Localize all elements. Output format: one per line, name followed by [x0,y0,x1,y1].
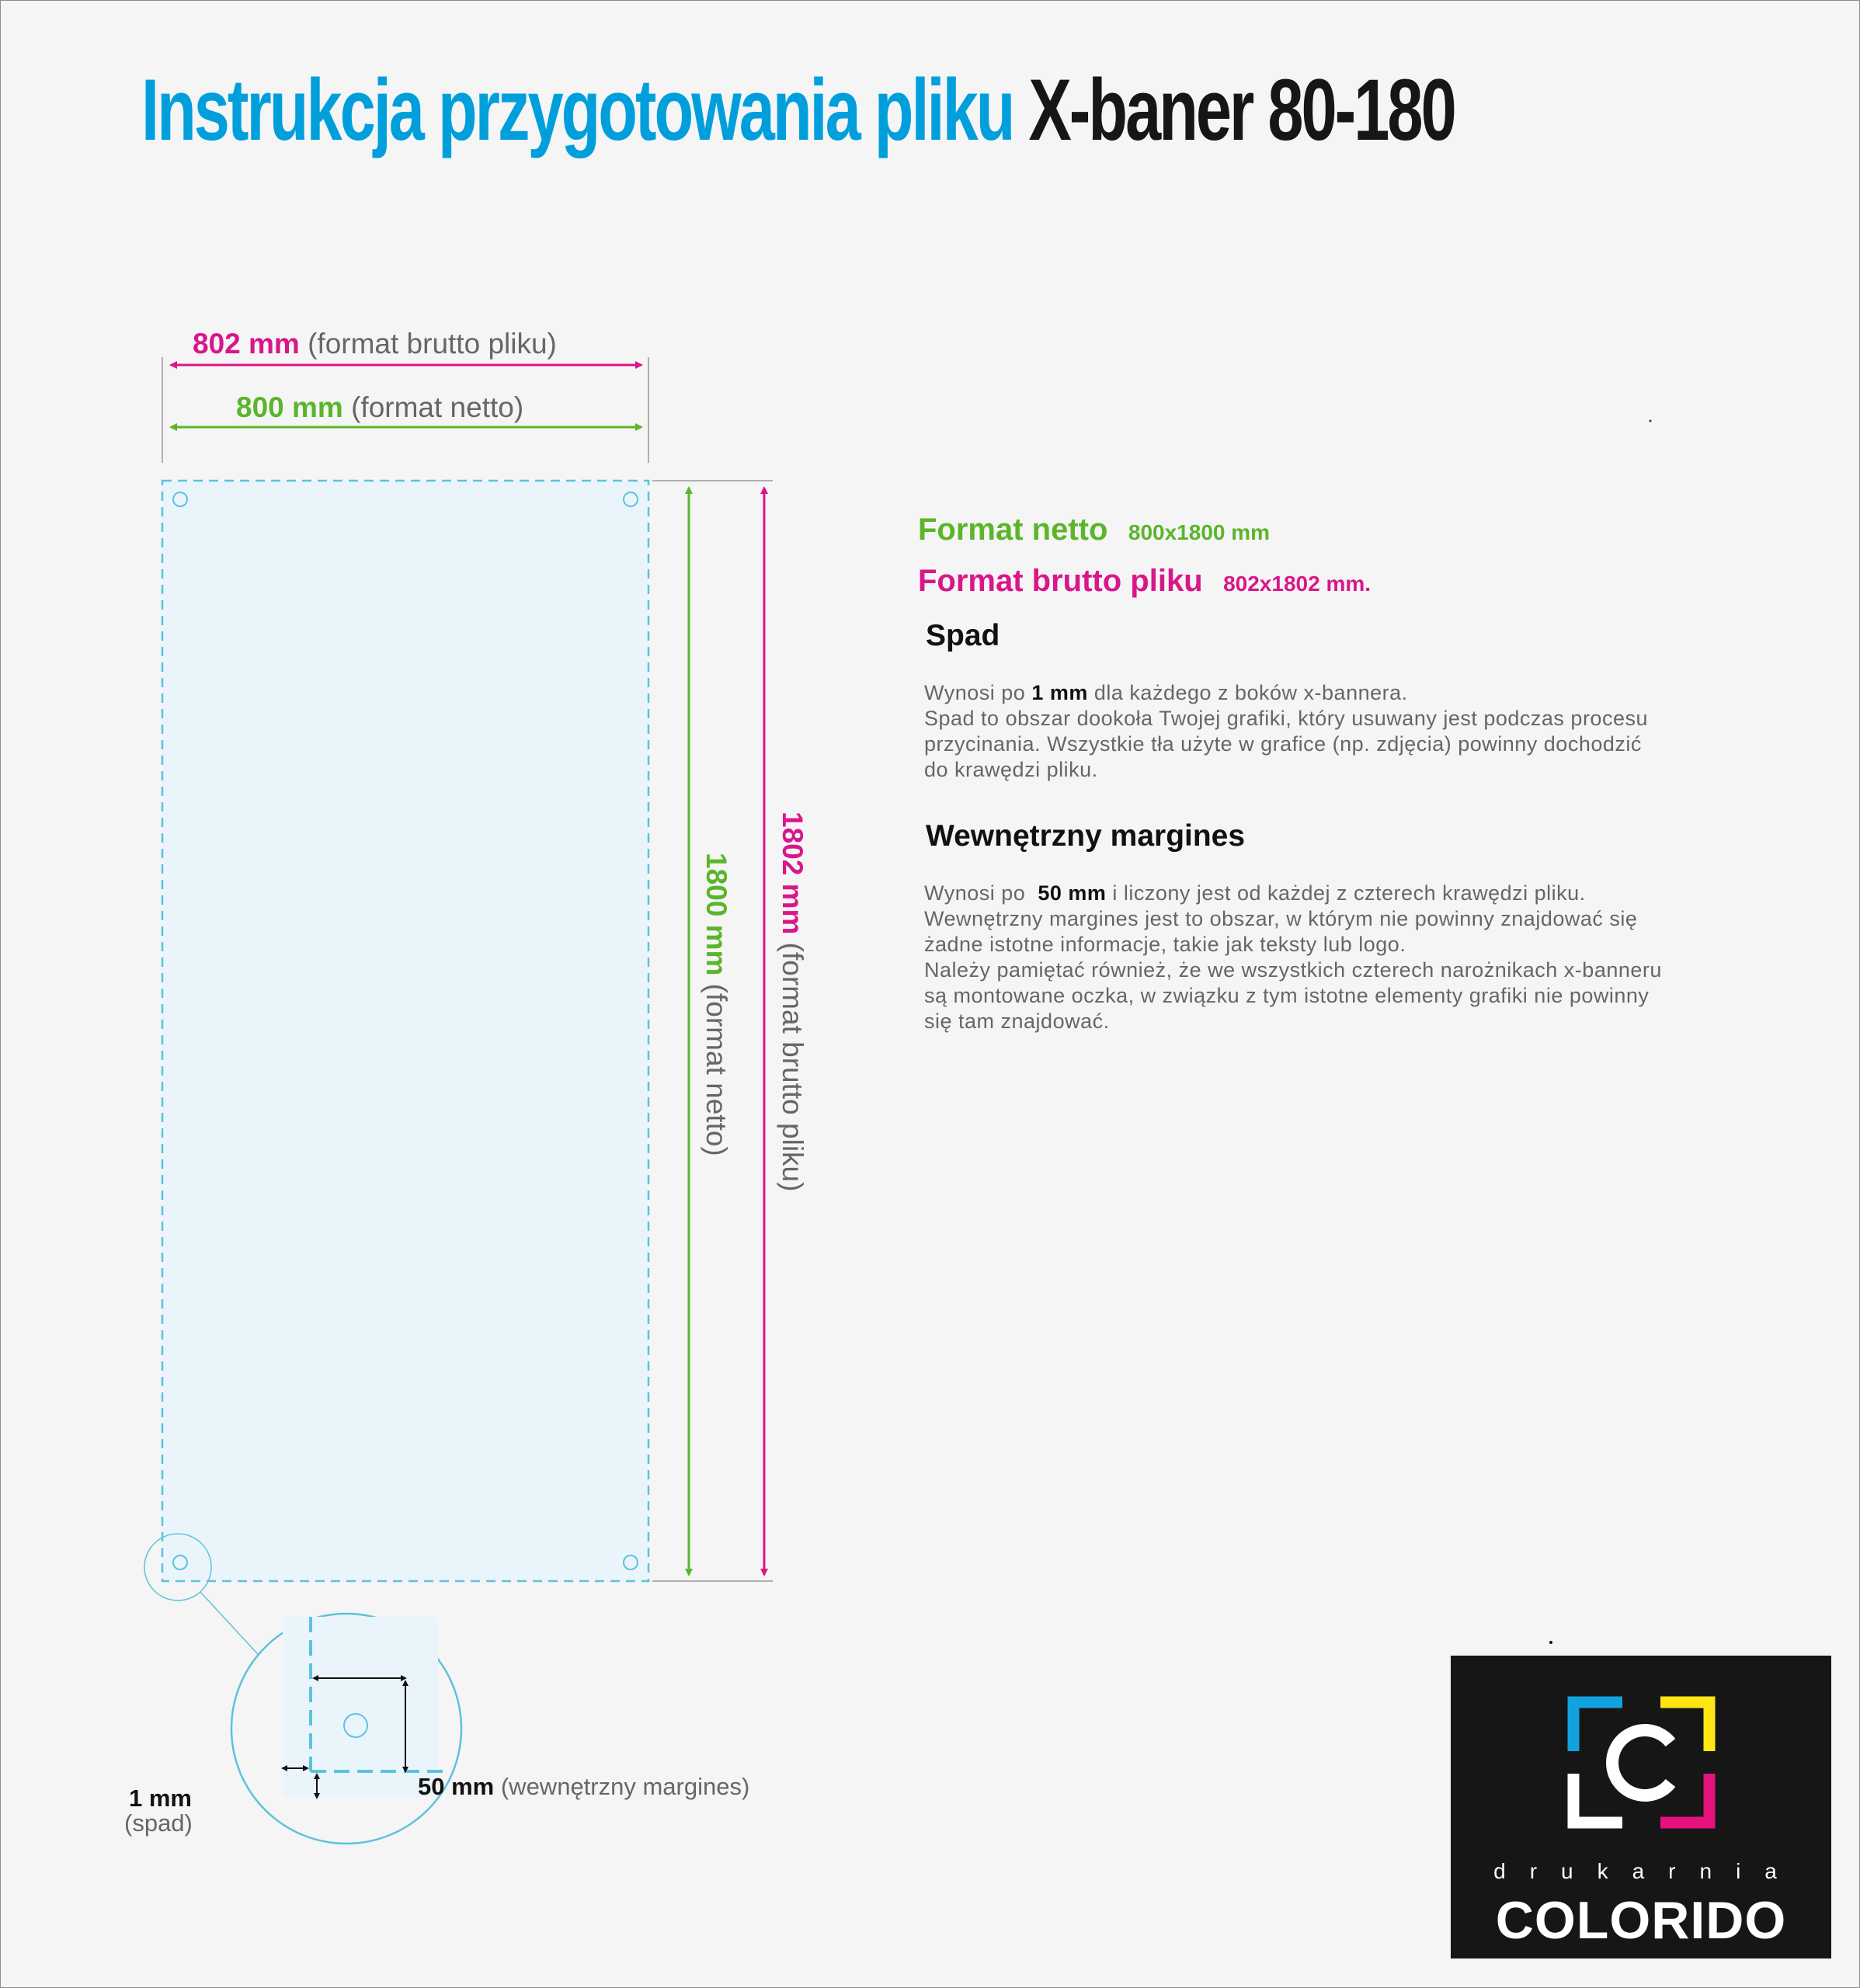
spec-brutto: Format brutto pliku 802x1802 mm. [918,564,1372,598]
spec-netto: Format netto 800x1800 mm [918,513,1271,547]
margin-line: żadne istotne informacje, takie jak teksty lub logo. [924,933,1406,956]
logo-sub: drukarnia [1493,1859,1801,1883]
netto-width-label: 800 mm (format netto) [236,391,524,423]
logo-brand: COLORIDO [1495,1891,1787,1950]
stray-dot [1650,420,1652,422]
brutto-height-label: 1802 mm (format brutto pliku) [777,812,808,1192]
margin-line: Należy pamiętać również, że we wszystkich czterech narożnikach x-banneru [924,958,1662,982]
brutto-width-label: 802 mm (format brutto pliku) [193,328,557,360]
margin-line: Wewnętrzny margines jest to obszar, w którym nie powinny znajdować się [924,907,1638,930]
margin-line-1: Wynosi po 50 mm i liczony jest od każdej z czterech krawędzi pliku. [924,881,1586,905]
spad-line: Spad to obszar dookoła Twojej grafiki, który usuwany jest podczas procesu [924,707,1648,730]
margin-line: są montowane oczka, w związku z tym istotne elementy grafiki nie powinny [924,984,1650,1007]
spad-line: do krawędzi pliku. [924,758,1098,781]
spad-line: przycinania. Wszystkie tła użyte w grafice (np. zdjęcia) powinny dochodzić [924,732,1642,756]
stray-dot [1549,1641,1552,1644]
spad-paragraph [924,680,1648,783]
spad-line-1: Wynosi po 1 mm dla każdego z boków x-bannera. [924,681,1408,704]
detail-spad-value: 1 mm [129,1785,192,1812]
detail-spad-label: (spad) [124,1809,193,1837]
margin-paragraph [924,881,1662,1034]
netto-height-label: 1800 mm (format netto) [701,853,732,1156]
margin-line: się tam znajdować. [924,1010,1110,1033]
colorido-logo [1451,1656,1831,1958]
title-part-2: X-baner 80-180 [1028,61,1455,158]
banner-area [162,481,648,1581]
detail-margin-label: 50 mm (wewnętrzny margines) [418,1773,750,1800]
margin-heading: Wewnętrzny margines [926,819,1246,853]
title-part-1: Instrukcja przygotowania pliku [141,61,1013,158]
spad-heading: Spad [926,619,1000,652]
